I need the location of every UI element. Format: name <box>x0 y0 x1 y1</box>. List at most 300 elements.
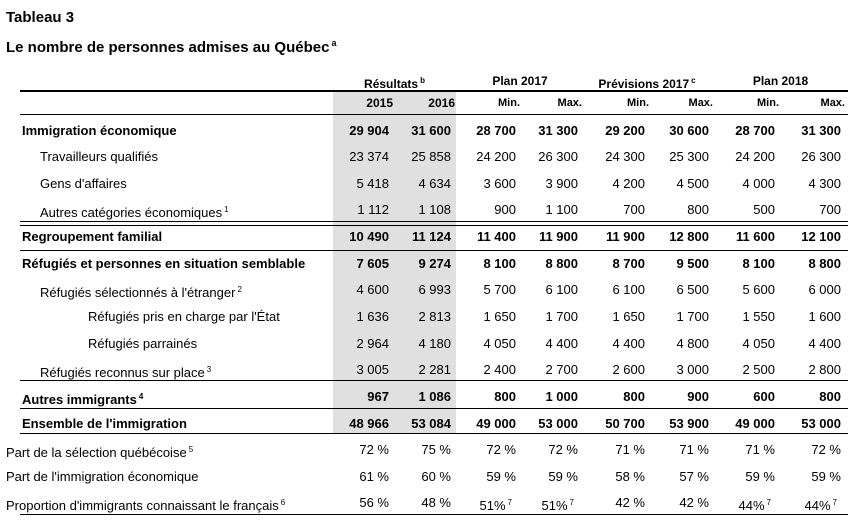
cell-value: 700 <box>819 202 841 217</box>
column-group-label: Résultats <box>364 77 419 91</box>
row-label <box>40 282 242 300</box>
cell-value: 800 <box>623 389 645 404</box>
rule-line <box>20 408 848 409</box>
rule-line <box>20 250 848 251</box>
table-cell <box>319 123 389 138</box>
table-cell <box>446 416 516 431</box>
cell-value: 9 274 <box>418 256 451 271</box>
cell-value: 8 100 <box>742 256 775 271</box>
table-cell <box>639 362 709 377</box>
table-cell <box>639 229 709 244</box>
column-subheader: Max. <box>557 97 582 109</box>
table-cell <box>767 495 837 513</box>
table-cell <box>381 336 451 351</box>
table-cell <box>705 176 775 191</box>
table-cell <box>771 256 841 271</box>
table-cell <box>575 123 645 138</box>
table-cell <box>575 442 645 457</box>
table-cell <box>575 416 645 431</box>
cell-value: 800 <box>494 389 516 404</box>
table-cell <box>575 149 645 164</box>
table-cell <box>381 202 451 217</box>
row-label-text: Part de l'immigration économique <box>6 469 199 484</box>
table-cell <box>319 202 389 217</box>
table-cell <box>639 176 709 191</box>
cell-value: 56 % <box>359 495 389 510</box>
row-label-note: 4 <box>138 392 144 401</box>
column-subheader: Max. <box>820 97 845 109</box>
cell-value: 25 858 <box>411 149 451 164</box>
table-cell <box>705 442 775 457</box>
cell-value: 1 100 <box>545 202 578 217</box>
table-cell <box>319 389 389 404</box>
table-cell <box>705 389 775 404</box>
row-label <box>40 176 127 191</box>
table-cell <box>705 416 775 431</box>
table-cell <box>319 336 389 351</box>
cell-value: 59 % <box>745 469 775 484</box>
cell-value: 71 % <box>679 442 709 457</box>
cell-value: 800 <box>687 202 709 217</box>
table-cell <box>639 442 709 457</box>
rule-line <box>20 514 848 515</box>
table-cell <box>446 309 516 324</box>
cell-value: 10 490 <box>349 229 389 244</box>
cell-value: 6 100 <box>545 282 578 297</box>
cell-value: 12 100 <box>801 229 841 244</box>
cell-value: 8 800 <box>545 256 578 271</box>
table-cell <box>446 389 516 404</box>
cell-value: 4 300 <box>808 176 841 191</box>
cell-value: 58 % <box>615 469 645 484</box>
cell-value: 61 % <box>359 469 389 484</box>
table-cell <box>508 469 578 484</box>
table-cell <box>705 309 775 324</box>
cell-note: 7 <box>507 498 512 507</box>
cell-value: 2 813 <box>418 309 451 324</box>
table-cell <box>508 256 578 271</box>
row-label-note: 6 <box>280 498 286 507</box>
table-cell <box>705 336 775 351</box>
rule-line <box>20 221 848 222</box>
rule-line <box>20 433 848 434</box>
cell-value: 4 500 <box>676 176 709 191</box>
cell-value: 24 300 <box>605 149 645 164</box>
table-cell <box>705 469 775 484</box>
table-cell <box>381 389 451 404</box>
cell-value: 60 % <box>421 469 451 484</box>
rule-line <box>20 114 848 115</box>
row-label <box>88 336 197 351</box>
cell-value: 48 966 <box>349 416 389 431</box>
column-subheader: Min. <box>757 97 779 109</box>
cell-value: 53 000 <box>538 416 578 431</box>
row-label-text: Réfugiés et personnes en situation semblable <box>22 256 306 271</box>
table-cell <box>319 149 389 164</box>
cell-value: 72 % <box>359 442 389 457</box>
table-cell <box>639 389 709 404</box>
column-subheader: Min. <box>498 97 520 109</box>
table-cell <box>705 149 775 164</box>
cell-value: 29 904 <box>349 123 389 138</box>
table-cell <box>771 389 841 404</box>
cell-value: 53 000 <box>801 416 841 431</box>
table-cell <box>639 309 709 324</box>
cell-value: 24 200 <box>476 149 516 164</box>
table-cell <box>319 176 389 191</box>
table-cell <box>705 362 775 377</box>
column-group-header <box>333 74 456 91</box>
cell-value: 3 005 <box>356 362 389 377</box>
cell-value: 3 000 <box>676 362 709 377</box>
cell-value: 5 418 <box>356 176 389 191</box>
cell-value: 71 % <box>745 442 775 457</box>
cell-value: 5 700 <box>483 282 516 297</box>
table-cell <box>446 442 516 457</box>
table-cell <box>446 176 516 191</box>
table-cell <box>771 469 841 484</box>
cell-value: 7 605 <box>356 256 389 271</box>
table-cell <box>446 202 516 217</box>
table-cell <box>771 202 841 217</box>
cell-value: 1 108 <box>418 202 451 217</box>
cell-value: 72 % <box>486 442 516 457</box>
table-cell <box>701 495 771 513</box>
row-label-text: Réfugiés reconnus sur place <box>40 365 205 380</box>
cell-value: 26 300 <box>538 149 578 164</box>
cell-value: 6 500 <box>676 282 709 297</box>
column-group-note: b <box>420 76 425 85</box>
table-cell <box>508 309 578 324</box>
cell-value: 11 400 <box>476 229 516 244</box>
cell-value: 28 700 <box>476 123 516 138</box>
row-label-note: 3 <box>206 365 212 374</box>
column-group-header <box>713 74 848 88</box>
cell-value: 25 300 <box>669 149 709 164</box>
cell-value: 900 <box>494 202 516 217</box>
table-cell <box>639 336 709 351</box>
cell-value: 59 % <box>548 469 578 484</box>
cell-value: 59 % <box>811 469 841 484</box>
column-group-label: Plan 2017 <box>492 74 548 88</box>
cell-value: 2 964 <box>356 336 389 351</box>
table-cell <box>508 229 578 244</box>
cell-value: 2 600 <box>612 362 645 377</box>
table-cell <box>575 389 645 404</box>
cell-value: 967 <box>367 389 389 404</box>
cell-value: 600 <box>753 389 775 404</box>
cell-value: 4 000 <box>742 176 775 191</box>
table-cell <box>575 256 645 271</box>
cell-value: 1 700 <box>676 309 709 324</box>
table-cell <box>319 442 389 457</box>
table-cell <box>771 416 841 431</box>
row-label-text: Réfugiés parrainés <box>88 336 198 351</box>
cell-value: 24 200 <box>735 149 775 164</box>
row-label <box>22 256 305 271</box>
cell-value: 50 700 <box>605 416 645 431</box>
table-cell <box>319 229 389 244</box>
cell-value: 53 900 <box>669 416 709 431</box>
table-cell <box>575 336 645 351</box>
row-label-text: Réfugiés sélectionnés à l'étranger <box>40 285 236 300</box>
cell-value: 49 000 <box>735 416 775 431</box>
column-subheader: Min. <box>627 97 649 109</box>
cell-value: 2 800 <box>808 362 841 377</box>
column-subheader: 2016 <box>428 96 455 110</box>
table-cell <box>639 149 709 164</box>
table-cell <box>446 282 516 297</box>
cell-value: 2 700 <box>545 362 578 377</box>
table-cell <box>381 442 451 457</box>
cell-note: 7 <box>832 498 837 507</box>
cell-value: 72 % <box>548 442 578 457</box>
table-cell <box>639 495 709 510</box>
table-cell <box>575 282 645 297</box>
table-cell <box>508 362 578 377</box>
cell-value: 28 700 <box>735 123 775 138</box>
row-label <box>6 442 193 460</box>
column-group-label: Prévisions 2017 <box>598 77 690 91</box>
cell-value: 30 600 <box>669 123 709 138</box>
rule-line <box>20 380 848 381</box>
cell-value: 49 000 <box>476 416 516 431</box>
table-cell <box>705 202 775 217</box>
cell-value: 2 281 <box>418 362 451 377</box>
table-cell <box>381 149 451 164</box>
cell-value: 3 600 <box>483 176 516 191</box>
column-group-label: Plan 2018 <box>752 74 809 88</box>
cell-value: 11 600 <box>735 229 775 244</box>
cell-value: 26 300 <box>801 149 841 164</box>
cell-value: 11 124 <box>411 229 451 244</box>
table-cell <box>771 442 841 457</box>
table-cell <box>508 336 578 351</box>
table-cell <box>381 282 451 297</box>
column-group-header <box>583 74 711 91</box>
table-cell <box>705 229 775 244</box>
table-cell <box>575 469 645 484</box>
table-cell <box>508 176 578 191</box>
cell-value: 5 600 <box>742 282 775 297</box>
table-cell <box>575 176 645 191</box>
rule-line <box>20 225 848 226</box>
table-cell <box>446 256 516 271</box>
table-subtitle <box>6 38 336 56</box>
table-cell <box>319 256 389 271</box>
cell-value: 57 % <box>679 469 709 484</box>
row-label-text: Travailleurs qualifiés <box>40 149 159 164</box>
table-cell <box>319 282 389 297</box>
cell-value: 800 <box>819 389 841 404</box>
cell-value: 2 400 <box>483 362 516 377</box>
cell-value: 8 700 <box>612 256 645 271</box>
cell-value: 4 050 <box>483 336 516 351</box>
subtitle-text: Le nombre de personnes admises au Québec <box>6 39 330 56</box>
cell-value: 42 % <box>615 495 645 510</box>
row-label <box>22 229 162 244</box>
table-cell <box>771 229 841 244</box>
row-label <box>22 389 143 407</box>
table-cell <box>508 416 578 431</box>
row-label <box>40 362 211 380</box>
row-label <box>88 309 280 324</box>
cell-value: 44% <box>804 498 831 513</box>
table-cell <box>319 362 389 377</box>
column-group-header <box>458 74 582 88</box>
table-cell <box>771 309 841 324</box>
cell-value: 900 <box>687 389 709 404</box>
table-cell <box>575 202 645 217</box>
cell-value: 31 300 <box>801 123 841 138</box>
table-cell <box>446 469 516 484</box>
table-cell <box>639 256 709 271</box>
cell-value: 4 634 <box>418 176 451 191</box>
cell-value: 1 086 <box>418 389 451 404</box>
table-cell <box>446 149 516 164</box>
row-label <box>40 202 229 220</box>
cell-value: 11 900 <box>605 229 645 244</box>
table-cell <box>771 149 841 164</box>
cell-value: 9 500 <box>676 256 709 271</box>
cell-value: 4 400 <box>612 336 645 351</box>
cell-value: 48 % <box>421 495 451 510</box>
cell-value: 51% <box>541 498 568 513</box>
subtitle-note: a <box>331 38 337 48</box>
table-cell <box>639 282 709 297</box>
cell-value: 4 180 <box>418 336 451 351</box>
column-group-note: c <box>691 76 696 85</box>
cell-value: 4 050 <box>742 336 775 351</box>
cell-value: 53 084 <box>411 416 451 431</box>
cell-value: 12 800 <box>669 229 709 244</box>
cell-value: 29 200 <box>605 123 645 138</box>
row-label <box>6 469 199 484</box>
cell-value: 1 000 <box>545 389 578 404</box>
table-cell <box>639 202 709 217</box>
cell-value: 1 636 <box>356 309 389 324</box>
row-label-text: Part de la sélection québécoise <box>6 445 187 460</box>
table-cell <box>381 495 451 510</box>
table-cell <box>639 469 709 484</box>
row-label-note: 1 <box>224 205 229 214</box>
table-cell <box>705 282 775 297</box>
cell-value: 51% <box>479 498 506 513</box>
cell-note: 7 <box>766 498 771 507</box>
cell-value: 1 650 <box>612 309 645 324</box>
table-cell <box>508 123 578 138</box>
cell-value: 6 993 <box>418 282 451 297</box>
row-label <box>22 123 177 138</box>
cell-value: 23 374 <box>349 149 389 164</box>
cell-value: 31 600 <box>411 123 451 138</box>
cell-value: 4 400 <box>545 336 578 351</box>
cell-value: 31 300 <box>538 123 578 138</box>
table-cell <box>381 469 451 484</box>
cell-value: 4 200 <box>612 176 645 191</box>
table-cell <box>319 416 389 431</box>
table-cell <box>639 123 709 138</box>
cell-value: 6 000 <box>808 282 841 297</box>
table-cell <box>771 336 841 351</box>
cell-value: 6 100 <box>612 282 645 297</box>
cell-value: 4 600 <box>356 282 389 297</box>
cell-value: 3 900 <box>545 176 578 191</box>
table-title: Tableau 3 <box>6 9 75 26</box>
cell-value: 11 900 <box>538 229 578 244</box>
table-cell <box>575 495 645 510</box>
cell-value: 59 % <box>486 469 516 484</box>
cell-value: 1 650 <box>483 309 516 324</box>
cell-value: 1 112 <box>357 202 389 217</box>
cell-value: 1 600 <box>808 309 841 324</box>
table-cell <box>381 176 451 191</box>
table-cell <box>504 495 574 513</box>
table-cell <box>771 176 841 191</box>
row-label <box>40 149 158 164</box>
cell-value: 42 % <box>679 495 709 510</box>
row-label-text: Immigration économique <box>22 123 177 138</box>
table-cell <box>442 495 512 513</box>
column-subheader: 2015 <box>366 96 393 110</box>
table-cell <box>381 229 451 244</box>
row-label-note: 2 <box>237 285 242 294</box>
cell-value: 8 100 <box>483 256 516 271</box>
table-cell <box>575 309 645 324</box>
cell-value: 500 <box>753 202 775 217</box>
table-cell <box>705 256 775 271</box>
cell-note: 7 <box>569 498 574 507</box>
table-cell <box>319 309 389 324</box>
row-label-text: Regroupement familial <box>22 229 163 244</box>
table-cell <box>381 123 451 138</box>
cell-value: 75 % <box>421 442 451 457</box>
row-label-note: 5 <box>188 445 194 454</box>
table-cell <box>575 362 645 377</box>
table-cell <box>381 309 451 324</box>
cell-value: 72 % <box>811 442 841 457</box>
table-cell <box>446 362 516 377</box>
table-cell <box>508 202 578 217</box>
cell-value: 44% <box>738 498 765 513</box>
table-cell <box>575 229 645 244</box>
cell-value: 71 % <box>615 442 645 457</box>
table-cell <box>446 123 516 138</box>
row-label <box>22 416 187 431</box>
cell-value: 2 500 <box>742 362 775 377</box>
row-label-text: Autres immigrants <box>22 392 137 407</box>
table-cell <box>319 469 389 484</box>
row-label-text: Réfugiés pris en charge par l'État <box>88 309 280 324</box>
row-label-text: Proportion d'immigrants connaissant le français <box>6 498 279 513</box>
row-label-text: Gens d'affaires <box>40 176 127 191</box>
cell-value: 4 400 <box>808 336 841 351</box>
cell-value: 1 700 <box>545 309 578 324</box>
table-cell <box>705 123 775 138</box>
table-cell <box>508 149 578 164</box>
table-cell <box>319 495 389 510</box>
table-cell <box>446 229 516 244</box>
table-cell <box>381 362 451 377</box>
table-cell <box>771 362 841 377</box>
table-cell <box>446 336 516 351</box>
table-cell <box>771 282 841 297</box>
table-cell <box>381 416 451 431</box>
table-cell <box>639 416 709 431</box>
cell-value: 8 800 <box>808 256 841 271</box>
cell-value: 4 800 <box>676 336 709 351</box>
cell-value: 700 <box>623 202 645 217</box>
